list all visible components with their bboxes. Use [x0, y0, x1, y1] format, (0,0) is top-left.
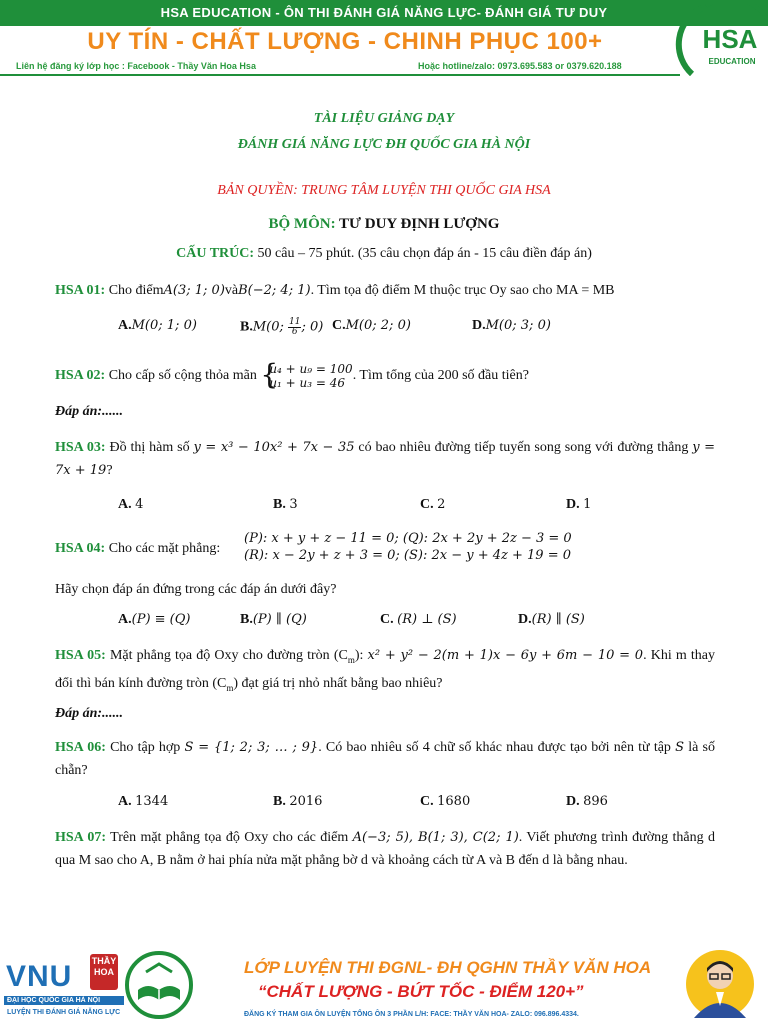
question-hsa03	[55, 436, 715, 482]
question-hsa06	[55, 736, 715, 782]
option-b	[273, 497, 298, 513]
fraction	[288, 318, 301, 337]
question-hsa02	[55, 358, 715, 391]
fraction-denominator: 6	[291, 327, 298, 337]
plane-equation-line: (P): x + y + z − 11 = 0; (Q): 2x + 2y + 2z − 3 = 0	[244, 531, 572, 546]
copyright-line: BẢN QUYỀN: TRUNG TÂM LUYỆN THI QUỐC GIA HSA	[217, 183, 551, 198]
fraction-numerator: 11	[289, 317, 301, 327]
option-d	[566, 794, 608, 810]
equation-line: u₁ + u₃ = 46	[269, 376, 346, 390]
question-text: Mặt phẳng tọa độ Oxy cho đường tròn (C	[105, 648, 348, 663]
header-divider	[0, 74, 680, 76]
equation-system	[260, 358, 353, 391]
option-value: (P) ≡ (Q)	[131, 612, 191, 627]
option-d	[472, 318, 551, 334]
option-value: M(0; 2; 0)	[345, 318, 411, 333]
option-value: 1	[583, 497, 592, 512]
subject-label: BỘ MÔN:	[268, 216, 336, 232]
question-text: . Viết phương trình đường thẳng d qua M sao cho A, B nằm ở hai phía nửa mặt phẳng bờ d và khoảng cách từ A và B đến d là bằng nhau.	[55, 830, 715, 868]
option-label: D.	[566, 794, 580, 809]
thay-hoa-badge	[90, 954, 118, 990]
option-b	[240, 612, 307, 628]
option-value: 2016	[289, 794, 323, 809]
option-label: A.	[118, 794, 132, 809]
subject-line	[0, 216, 768, 233]
option-b	[273, 794, 322, 810]
math-expr: B(−2; 4; 1)	[238, 283, 311, 298]
option-c	[420, 497, 445, 513]
structure-line	[0, 246, 768, 262]
option-value: (P) ∥ (Q)	[252, 612, 307, 627]
header-banner: HSA EDUCATION - ÔN THI ĐÁNH GIÁ NĂNG LỰC- ĐÁNH GIÁ TƯ DUY	[0, 0, 768, 26]
question-text: Cho các mặt phẳng:	[105, 541, 221, 556]
option-value: 3	[289, 497, 298, 512]
question-text: Đồ thị hàm số	[105, 440, 194, 455]
option-value: M(0; 3; 0)	[485, 318, 551, 333]
math-expr: A(3; 1; 0)	[163, 283, 225, 298]
option-a	[118, 318, 197, 334]
question-text: Cho tập hợp	[105, 740, 185, 755]
question-text: ?	[106, 463, 113, 478]
question-text: có bao nhiêu đường tiếp tuyến song song với đường thẳng	[354, 440, 693, 455]
hsa-logo	[672, 4, 768, 76]
option-label: B.	[273, 497, 286, 512]
question-label: HSA 07:	[55, 830, 107, 845]
question-label: HSA 04:	[55, 541, 106, 556]
hsa-logo-subtext: EDUCATION	[708, 57, 756, 66]
answer-blank: Đáp án:......	[55, 404, 124, 419]
question-text: Cho cấp số cộng thỏa mãn	[105, 368, 261, 384]
subscript: m	[347, 654, 355, 665]
teacher-avatar	[680, 946, 760, 1020]
question-text: Trên mặt phẳng tọa độ Oxy cho các điểm	[106, 830, 353, 845]
question-label: HSA 01:	[55, 283, 106, 298]
question-text: . Tìm tổng của 200 số đầu tiên?	[352, 368, 529, 384]
option-value: 1344	[135, 794, 169, 809]
question-label: HSA 05:	[55, 648, 106, 663]
option-label: D.	[566, 497, 580, 512]
option-c	[332, 318, 411, 334]
option-label: A.	[118, 612, 132, 627]
question-hsa07	[55, 826, 715, 872]
option-label: D.	[518, 612, 532, 627]
badge-text: THẦY HOA	[91, 956, 117, 977]
question-text: và	[224, 283, 239, 298]
equation-line: u₄ + u₉ = 100	[269, 362, 353, 376]
subscript: m	[226, 682, 234, 693]
math-expr: A(−3; 5), B(1; 3), C(2; 1)	[352, 830, 519, 845]
option-label: B.	[273, 794, 286, 809]
option-value: 896	[583, 794, 608, 809]
vnu-subtitle: ĐẠI HỌC QUỐC GIA HÀ NỘI	[4, 996, 124, 1005]
hsa-logo-text: HSA	[702, 24, 758, 54]
question-label: HSA 03:	[55, 440, 106, 455]
question-hsa01	[55, 279, 715, 302]
question-text: là số chẵn?	[55, 740, 715, 778]
answer-blank: Đáp án:......	[55, 706, 124, 721]
option-label: D.	[472, 318, 486, 333]
question-label: HSA 06:	[55, 740, 106, 755]
question-text: . Khi m thay đổi thì bán kính đường tròn (C	[55, 648, 715, 691]
plane-equation-line: (R): x − 2y + z + 3 = 0; (S): 2x − y + 4z + 19 = 0	[244, 548, 571, 563]
option-label: B.	[240, 319, 253, 335]
option-value: 2	[437, 497, 446, 512]
question-text: ):	[354, 648, 368, 663]
option-value: (R) ∥ (S)	[531, 612, 585, 627]
doc-title: TÀI LIỆU GIẢNG DẠY	[313, 111, 455, 126]
structure-label: CẤU TRÚC:	[176, 246, 255, 261]
question-text: . Tìm tọa độ điểm M thuộc trục Oy sao cho MA = MB	[310, 283, 615, 298]
footer-course-title: LỚP LUYỆN THI ĐGNL- ĐH QGHN THẦY VĂN HOA	[244, 958, 652, 977]
math-expr: S = {1; 2; 3; … ; 9}	[184, 740, 319, 755]
plane-equations	[244, 530, 572, 564]
option-c	[420, 794, 470, 810]
doc-subtitle: ĐÁNH GIÁ NĂNG LỰC ĐH QUỐC GIA HÀ NỘI	[237, 137, 531, 152]
vnu-logo-text: VNU	[6, 960, 73, 993]
question-prompt: Hãy chọn đáp án đứng trong các đáp án dưới đây?	[55, 582, 337, 597]
option-c	[380, 612, 457, 628]
option-d	[518, 612, 585, 628]
option-value: M(0; 1; 0)	[131, 318, 197, 333]
question-text: ) đạt giá trị nhỏ nhất bằng bao nhiêu?	[233, 675, 443, 691]
open-book-icon	[124, 950, 194, 1020]
math-expr: y = x³ − 10x² + 7x − 35	[193, 440, 355, 455]
option-d	[566, 497, 591, 513]
question-text: . Có bao nhiêu số 4 chữ số khác nhau được tạo bởi nên từ tập	[318, 740, 676, 755]
option-label: A.	[118, 318, 132, 333]
header-slogan: UY TÍN - CHẤT LƯỢNG - CHINH PHỤC 100+	[87, 28, 603, 55]
option-b	[240, 318, 323, 337]
option-value: ; 0)	[301, 319, 324, 335]
option-a	[118, 497, 143, 513]
math-expr: S	[675, 740, 685, 755]
option-label: C.	[332, 318, 346, 333]
option-value: M(0;	[252, 319, 289, 335]
brace-glyph: {	[260, 358, 279, 391]
footer-banner	[0, 940, 768, 1024]
math-expr: y = 7x + 19	[55, 440, 715, 478]
subject-value: TƯ DUY ĐỊNH LƯỢNG	[335, 216, 500, 232]
option-label: B.	[240, 612, 253, 627]
vnu-tagline: LUYỆN THI ĐÁNH GIÁ NĂNG LỰC	[7, 1009, 121, 1016]
option-a	[118, 612, 190, 628]
option-value: 1680	[437, 794, 471, 809]
math-expr: x² + y² − 2(m + 1)x − 6y + 6m − 10 = 0	[367, 648, 644, 663]
option-label: C.	[380, 612, 394, 627]
option-value: (R) ⊥ (S)	[397, 612, 457, 627]
question-label: HSA 02:	[55, 368, 106, 384]
question-text: Cho điểm	[105, 283, 164, 298]
option-a	[118, 794, 168, 810]
option-label: A.	[118, 497, 132, 512]
footer-tagline: “CHẤT LƯỢNG - BỨT TỐC - ĐIỂM 120+”	[258, 982, 584, 1001]
option-label: C.	[420, 497, 434, 512]
structure-value: 50 câu – 75 phút. (35 câu chọn đáp án - 15 câu điền đáp án)	[254, 246, 592, 261]
question-hsa05	[55, 644, 715, 700]
footer-contact: ĐĂNG KÝ THAM GIA ÔN LUYỆN TỔNG ÔN 3 PHẦN L/H: FACE: THẦY VĂN HOA- ZALO: 096.896.4334.	[244, 1011, 579, 1018]
option-label: C.	[420, 794, 434, 809]
contact-facebook: Liên hệ đăng ký lớp học : Facebook - Thầy Văn Hoa Hsa	[16, 61, 256, 71]
contact-hotline: Hoặc hotline/zalo: 0973.695.583 or 0379.620.188	[418, 61, 622, 71]
option-value: 4	[135, 497, 144, 512]
